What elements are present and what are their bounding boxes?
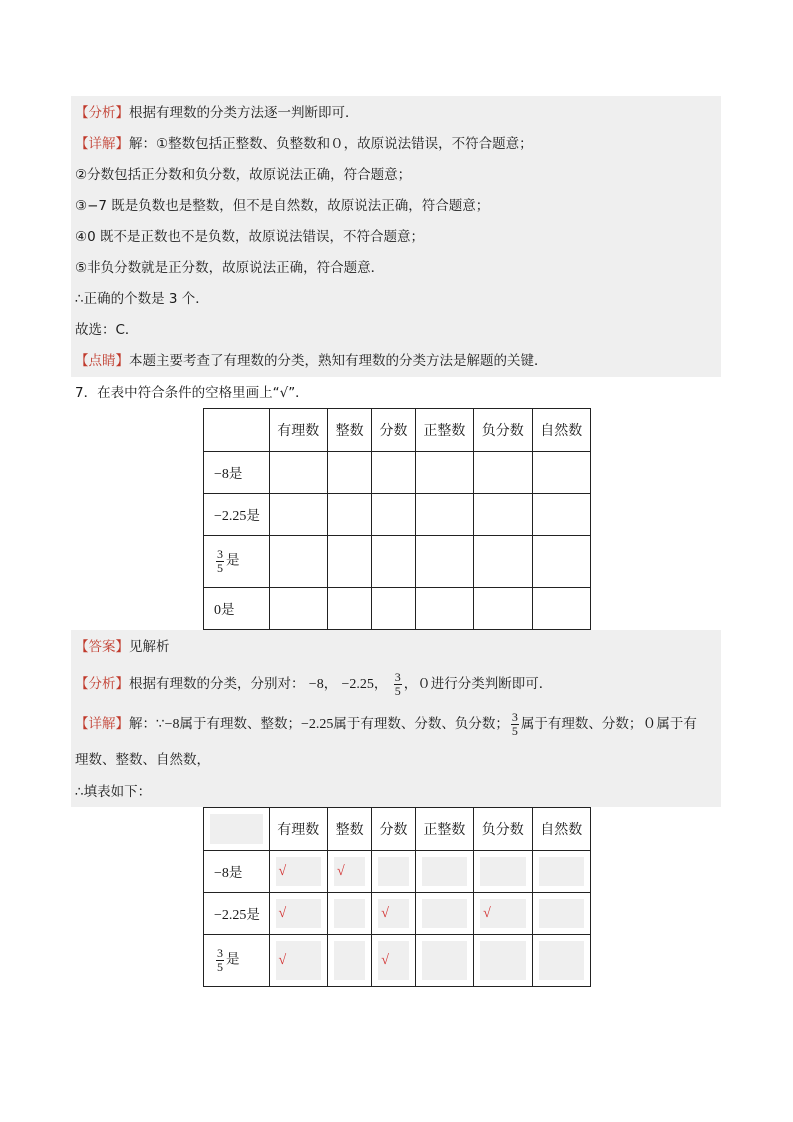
table-cell[interactable] — [327, 588, 371, 630]
table-row — [204, 494, 591, 536]
table-cell — [269, 935, 327, 987]
comment-line — [75, 346, 548, 377]
answer-detail-line-2: 理数、整数、自然数， — [75, 752, 210, 768]
table-cell[interactable] — [269, 452, 327, 494]
table-header-row — [204, 409, 591, 452]
header-cell: 整数 — [327, 808, 371, 851]
detail-text-3: ③−7 既是负数也是整数，但不是自然数，故原说法正确，符合题意； — [75, 198, 490, 214]
table-cell[interactable] — [327, 536, 371, 588]
answer-tag: 【答案】 — [75, 639, 129, 655]
row-label: −8是 — [204, 452, 270, 494]
detail-text-4: ④0 既不是正数也不是负数，故原说法错误，不符合题意； — [75, 229, 424, 245]
check-mark: √ — [336, 863, 345, 879]
analysis-tag: 【分析】 — [75, 105, 129, 121]
header-cell: 分数 — [372, 808, 415, 851]
detail-tag: 【详解】 — [75, 716, 129, 732]
table-cell — [415, 851, 473, 893]
table-cell — [269, 851, 327, 893]
detail-line-1 — [75, 129, 533, 160]
table-cell[interactable] — [474, 494, 532, 536]
table-cell[interactable] — [327, 494, 371, 536]
table-cell — [269, 893, 327, 935]
row-label: $\frac{3}{5}$ 是 — [204, 935, 270, 987]
fill-line: ∴填表如下： — [75, 784, 152, 800]
fraction: $\frac{3}{5}$ — [217, 946, 223, 974]
row-label: 0是 — [204, 588, 270, 630]
row-label: $\frac{3}{5}$ 是 — [204, 536, 270, 588]
table-cell — [415, 893, 473, 935]
table-cell[interactable] — [372, 452, 415, 494]
table-cell[interactable] — [415, 452, 473, 494]
header-cell: 自然数 — [532, 808, 590, 851]
table-cell — [327, 935, 371, 987]
table-cell[interactable] — [269, 494, 327, 536]
header-cell: 负分数 — [474, 808, 532, 851]
detail-line-4 — [75, 222, 424, 253]
fraction: $\frac{3}{5}$ — [394, 669, 401, 698]
table-cell[interactable] — [474, 588, 532, 630]
detail-text-1: 解：①整数包括正整数、负整数和０，故原说法错误，不符合题意； — [129, 136, 533, 152]
table-cell — [327, 851, 371, 893]
analysis-pre: 根据有理数的分类，分别对： — [129, 676, 305, 692]
comment-text: 本题主要考查了有理数的分类，熟知有理数的分类方法是解题的关键． — [129, 353, 548, 369]
header-cell: 有理数 — [269, 409, 327, 452]
table-cell[interactable] — [532, 588, 590, 630]
table-header-row — [204, 808, 591, 851]
table-cell[interactable] — [372, 494, 415, 536]
row-label: −2.25是 — [204, 893, 270, 935]
detail-line-7 — [75, 315, 138, 346]
table-cell — [372, 893, 415, 935]
check-mark: √ — [278, 863, 287, 879]
table-cell[interactable] — [415, 494, 473, 536]
table-cell — [372, 851, 415, 893]
detail-text-5: ⑤非负分数就是正分数，故原说法正确，符合题意． — [75, 260, 385, 276]
table-cell — [532, 893, 590, 935]
table-cell — [372, 935, 415, 987]
blank-table — [203, 408, 591, 630]
header-cell: 正整数 — [415, 409, 473, 452]
table-cell[interactable] — [269, 588, 327, 630]
question-number: 7． — [75, 385, 98, 401]
detail-line-3 — [75, 191, 489, 222]
table-cell — [474, 851, 532, 893]
analysis-line — [75, 98, 359, 129]
header-cell: 有理数 — [269, 808, 327, 851]
fraction: $\frac{3}{5}$ — [511, 709, 518, 738]
table-cell — [474, 893, 532, 935]
table-row — [204, 893, 591, 935]
analysis-tag: 【分析】 — [75, 676, 129, 692]
table-cell — [415, 935, 473, 987]
question-7 — [75, 378, 309, 409]
table-row — [204, 452, 591, 494]
header-cell: 自然数 — [532, 409, 590, 452]
table-cell — [474, 935, 532, 987]
header-cell-empty — [204, 409, 270, 452]
header-cell-empty — [204, 808, 270, 851]
detail-line-6 — [75, 284, 209, 315]
table-cell — [532, 851, 590, 893]
table-cell[interactable] — [532, 536, 590, 588]
analysis-text: 根据有理数的分类方法逐一判断即可． — [129, 105, 359, 121]
table-row — [204, 851, 591, 893]
header-cell: 整数 — [327, 409, 371, 452]
table-row — [204, 588, 591, 630]
table-cell[interactable] — [532, 452, 590, 494]
detail-line-2 — [75, 160, 411, 191]
filled-table — [203, 807, 591, 987]
comment-tag: 【点睛】 — [75, 353, 129, 369]
answer-analysis-line: 【分析】根据有理数的分类，分别对： −8， −2.25， $\frac{3}{5}$ ，０进行分类判断即可． — [75, 669, 553, 698]
table-cell[interactable] — [327, 452, 371, 494]
check-mark: √ — [381, 952, 389, 968]
check-mark: √ — [381, 905, 389, 921]
answer-line — [75, 632, 170, 663]
table-cell[interactable] — [372, 588, 415, 630]
table-row — [204, 536, 591, 588]
table-cell — [327, 893, 371, 935]
table-cell[interactable] — [532, 494, 590, 536]
fraction: $\frac{3}{5}$ — [217, 547, 223, 575]
table-row — [204, 935, 591, 987]
table-cell[interactable] — [269, 536, 327, 588]
table-cell[interactable] — [415, 588, 473, 630]
header-cell: 正整数 — [415, 808, 473, 851]
answer-text: 见解析 — [129, 639, 170, 655]
header-cell: 负分数 — [474, 409, 532, 452]
table-cell[interactable] — [415, 536, 473, 588]
table-cell[interactable] — [372, 536, 415, 588]
row-label: −8是 — [204, 851, 270, 893]
table-cell — [532, 935, 590, 987]
check-mark: √ — [278, 905, 287, 921]
check-mark: √ — [483, 905, 491, 921]
table-cell[interactable] — [474, 536, 532, 588]
table-cell[interactable] — [474, 452, 532, 494]
detail-text-2: ②分数包括正分数和负分数，故原说法正确，符合题意； — [75, 167, 412, 183]
question-prompt: 在表中符合条件的空格里画上“√”． — [97, 385, 309, 401]
detail-tag: 【详解】 — [75, 136, 129, 152]
detail-text-6: ∴正确的个数是 3 个． — [75, 291, 209, 307]
detail-line-5 — [75, 253, 384, 284]
detail-text-7: 故选：C． — [75, 322, 139, 338]
answer-detail-line-1: 【详解】解：∵−8属于有理数、整数；−2.25属于有理数、分数、负分数； $\frac{3}{5}$ 属于有理数、分数；０属于有 — [75, 709, 697, 738]
header-cell: 分数 — [372, 409, 415, 452]
row-label: −2.25是 — [204, 494, 270, 536]
check-mark: √ — [278, 952, 287, 968]
